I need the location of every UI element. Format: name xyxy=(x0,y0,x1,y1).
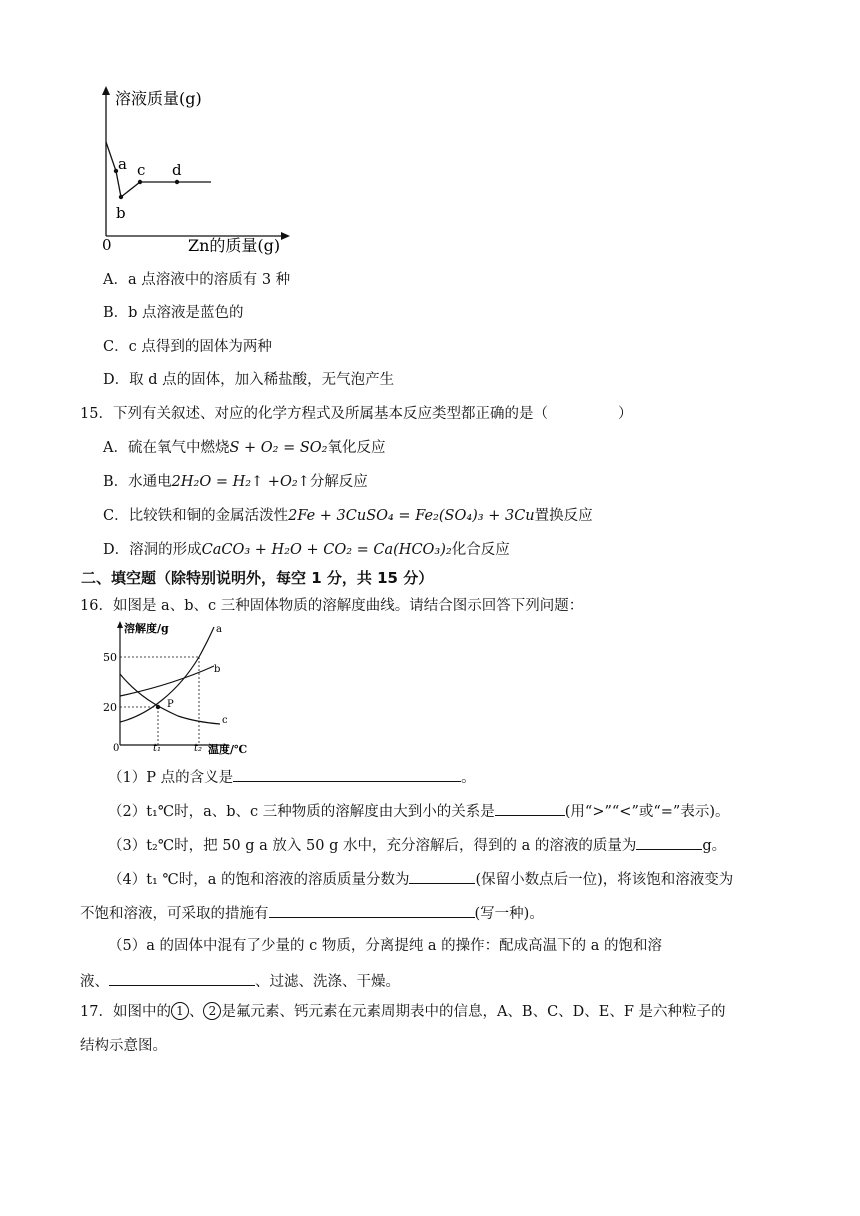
q15-d-equation: CaCO₃ + H₂O + CO₂ = Ca(HCO₃)₂ xyxy=(201,542,452,558)
section-title: 二、填空题（除特别说明外，每空 1 分，共 15 分） xyxy=(81,569,434,587)
answer-blank-1[interactable] xyxy=(233,766,461,782)
q14-option-a: A．a 点溶液中的溶质有 3 种 xyxy=(103,272,291,288)
q16-part4 xyxy=(108,868,733,890)
q15-b-text: B．水通电 xyxy=(103,474,172,490)
q14-option-c: C．c 点得到的固体为两种 xyxy=(103,339,272,355)
q15-stem-text: 15．下列有关叙述、对应的化学方程式及所属基本反应类型都正确的是（ xyxy=(80,406,548,422)
q16-part1 xyxy=(108,766,476,788)
q16-part3-end: g。 xyxy=(702,838,727,854)
curve-c-label: c xyxy=(222,715,228,726)
origin-label: 0 xyxy=(113,743,120,754)
y-axis-label: 溶解度/g xyxy=(124,622,169,635)
q16-part5-end: 、过滤、洗涤、干燥。 xyxy=(255,974,400,990)
q17-stem xyxy=(80,1002,726,1022)
q15-c-text: C．比较铁和铜的金属活泼性 xyxy=(103,508,289,524)
answer-blank-5[interactable] xyxy=(269,902,475,918)
solution-mass-graph xyxy=(95,84,305,260)
q17-cont: 结构示意图。 xyxy=(80,1038,167,1054)
q15-c-type: 置换反应 xyxy=(534,508,593,524)
q16-part4-cont xyxy=(80,902,544,924)
y-axis-arrow xyxy=(117,621,123,628)
answer-blank-6[interactable] xyxy=(109,970,255,986)
x-axis-label: Zn的质量(g) xyxy=(188,236,281,255)
q16-part3 xyxy=(108,834,726,856)
y-axis-arrow xyxy=(102,86,110,95)
q17-sep: 、 xyxy=(188,1004,204,1020)
point-d-dot xyxy=(175,180,179,184)
q17-text-rest: 是氟元素、钙元素在元素周期表中的信息，A、B、C、D、E、F 是六种粒子的 xyxy=(221,1004,726,1020)
q16-part2-end: (用“>”“<”或“=”表示)。 xyxy=(564,804,730,820)
answer-blank-2[interactable] xyxy=(495,800,565,816)
q16-part5-cont-text: 液、 xyxy=(80,974,109,990)
q16-part4-text: （4）t₁ ℃时，a 的饱和溶液的溶质质量分数为 xyxy=(108,872,410,888)
tick-t1: t₁ xyxy=(153,743,162,754)
q16-part1-end: 。 xyxy=(461,770,476,786)
point-c-label: c xyxy=(137,161,146,179)
origin-label: 0 xyxy=(102,236,112,254)
point-d-label: d xyxy=(172,161,182,179)
q16-stem: 16．如图是 a、b、c 三种固体物质的溶解度曲线。请结合图示回答下列问题： xyxy=(80,598,584,614)
q14-option-b: B．b 点溶液是蓝色的 xyxy=(103,305,244,321)
q16-part5: （5）a 的固体中混有了少量的 c 物质，分离提纯 a 的操作：配成高温下的 a 的饱和溶 xyxy=(108,938,663,954)
y-axis-label: 溶液质量(g) xyxy=(115,89,202,108)
point-b-label: b xyxy=(116,204,126,222)
answer-blank-4[interactable] xyxy=(409,868,475,884)
point-p xyxy=(156,705,160,709)
q16-part4-cont-text: 不饱和溶液，可采取的措施有 xyxy=(80,906,269,922)
q15-d-text: D．溶洞的形成 xyxy=(103,542,202,558)
x-axis-label: 温度/℃ xyxy=(208,743,248,756)
q15-b-equation: 2H₂O = H₂↑ +O₂↑ xyxy=(171,474,310,490)
q15-d-type: 化合反应 xyxy=(451,542,510,558)
q16-part2-text: （2）t₁℃时，a、b、c 三种物质的溶解度由大到小的关系是 xyxy=(108,804,495,820)
q16-part2 xyxy=(108,800,730,822)
point-p-label: P xyxy=(167,699,174,710)
circled-number-1: 1 xyxy=(171,1002,189,1020)
q15-a-equation: S + O₂ = SO₂ xyxy=(229,440,328,456)
tick-20: 20 xyxy=(103,701,117,714)
q15-stem xyxy=(80,404,632,424)
q15-a-text: A．硫在氧气中燃烧 xyxy=(103,440,230,456)
q16-part4-mid: (保留小数点后一位)，将该饱和溶液变为 xyxy=(475,872,734,888)
q15-b-type: 分解反应 xyxy=(309,474,368,490)
circled-number-2: 2 xyxy=(203,1002,221,1020)
q17-text: 17．如图中的 xyxy=(80,1004,171,1020)
q15-option-a xyxy=(103,438,386,458)
q15-option-b xyxy=(103,472,368,492)
q15-a-type: 氧化反应 xyxy=(327,440,386,456)
q15-option-c xyxy=(103,506,593,526)
tick-t2: t₂ xyxy=(194,743,203,754)
q15-c-equation: 2Fe + 3CuSO₄ = Fe₂(SO₄)₃ + 3Cu xyxy=(288,508,535,524)
point-b-dot xyxy=(119,195,123,199)
q15-stem-end: ） xyxy=(617,406,633,422)
point-a-label: a xyxy=(118,155,127,173)
q16-part3-text: （3）t₂℃时，把 50 g a 放入 50 g 水中，充分溶解后，得到的 a 的溶液的质量为 xyxy=(108,838,637,854)
x-axis-arrow xyxy=(281,232,290,240)
solubility-chart xyxy=(103,620,248,756)
q16-part4-end: (写一种)。 xyxy=(474,906,544,922)
q16-part5-cont xyxy=(80,970,400,992)
tick-50: 50 xyxy=(103,651,117,664)
curve-a-label: a xyxy=(216,624,222,635)
answer-blank-3[interactable] xyxy=(636,834,702,850)
q16-part1-text: （1）P 点的含义是 xyxy=(108,770,234,786)
q14-option-d: D．取 d 点的固体，加入稀盐酸，无气泡产生 xyxy=(103,372,395,388)
curve-b-label: b xyxy=(214,664,221,675)
q15-option-d xyxy=(103,540,510,560)
point-c-dot xyxy=(138,180,142,184)
curve-b xyxy=(120,666,214,696)
